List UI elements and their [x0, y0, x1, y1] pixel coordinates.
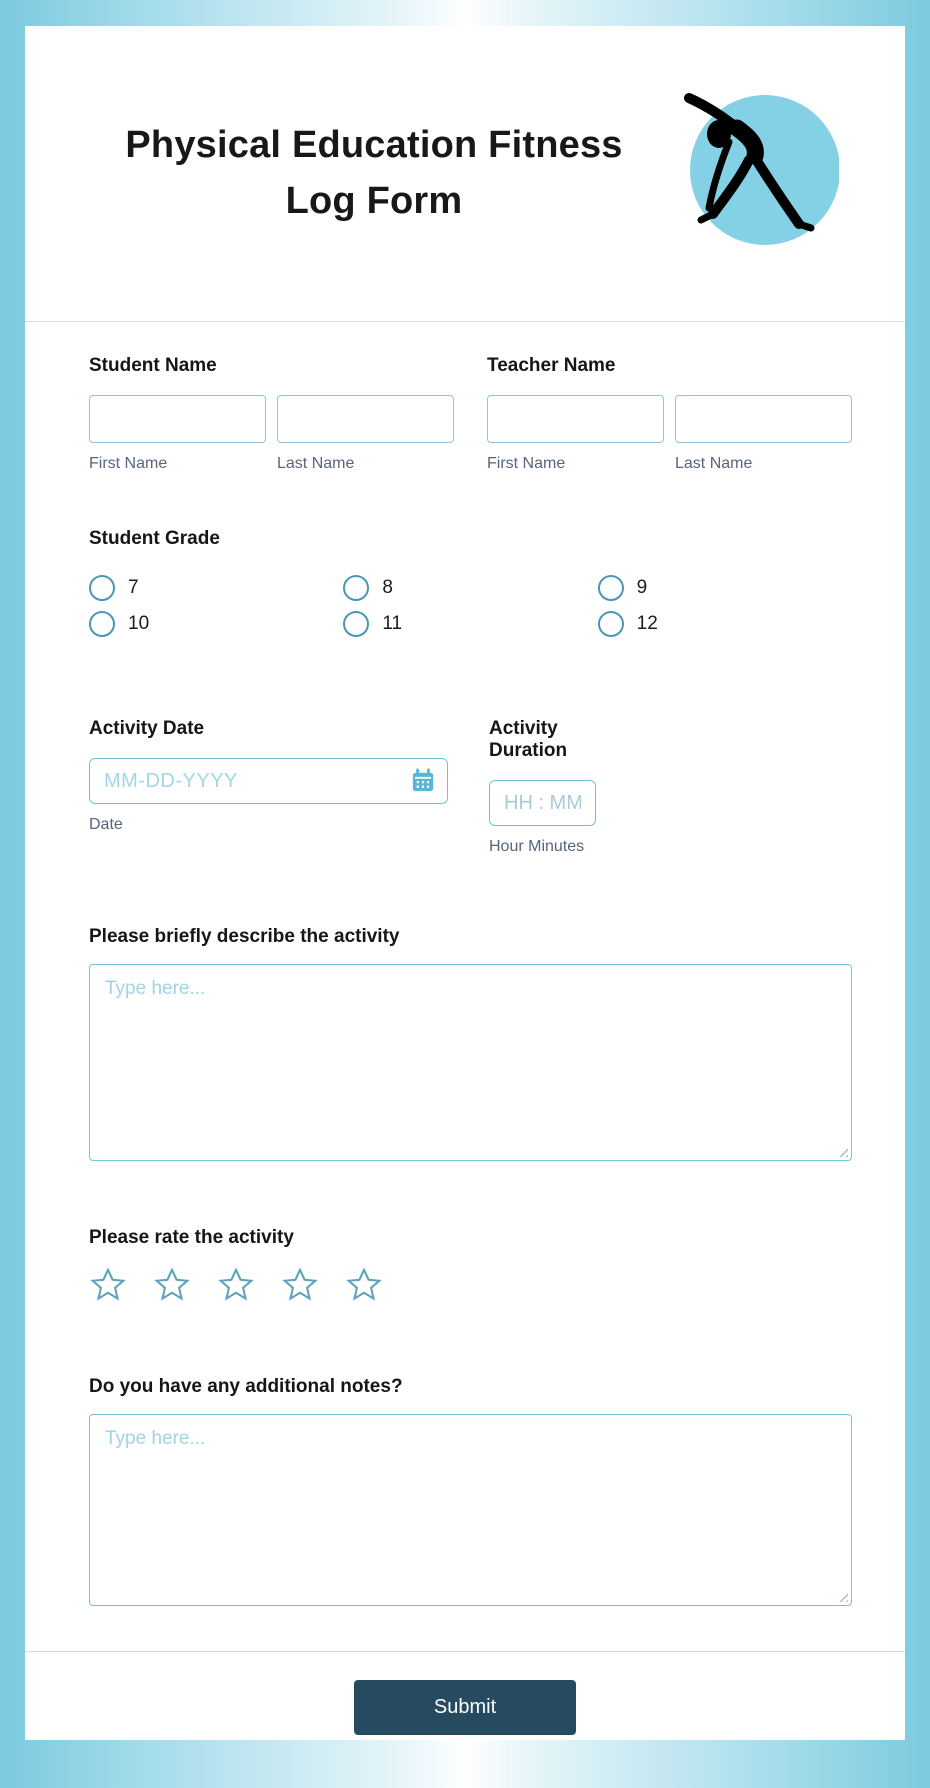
teacher-first-name-sublabel: First Name — [487, 455, 566, 472]
grade-option-label: 10 — [128, 613, 150, 634]
radio-icon[interactable] — [598, 611, 624, 637]
student-name-field — [89, 355, 454, 473]
submit-button[interactable]: Submit — [354, 1680, 576, 1735]
teacher-last-name-input[interactable] — [675, 395, 852, 443]
radio-icon[interactable] — [89, 611, 115, 637]
student-first-group — [89, 395, 266, 473]
star-rating — [89, 1267, 852, 1304]
activity-duration-sublabel: Hour Minutes — [489, 838, 585, 855]
activity-date-field — [89, 718, 448, 856]
form-title-line1: Physical Education Fitness — [125, 124, 623, 167]
student-first-name-input[interactable] — [89, 395, 266, 443]
activity-date-input[interactable] — [89, 758, 448, 804]
section-activity-description — [89, 926, 852, 1161]
activity-duration-input[interactable] — [489, 780, 596, 826]
star-icon[interactable] — [281, 1267, 319, 1304]
form-title — [81, 118, 667, 228]
activity-description-textarea[interactable] — [89, 964, 852, 1161]
star-icon[interactable] — [345, 1267, 383, 1304]
section-additional-notes — [89, 1376, 852, 1606]
grade-option-label: 7 — [128, 577, 139, 598]
teacher-name-field — [487, 355, 852, 473]
grade-option-7[interactable] — [89, 574, 343, 602]
grade-option-12[interactable] — [598, 610, 852, 638]
radio-icon[interactable] — [598, 575, 624, 601]
activity-date-label: Activity Date — [89, 718, 205, 739]
grade-option-label: 11 — [382, 613, 403, 634]
student-last-name-input[interactable] — [277, 395, 454, 443]
additional-notes-label: Do you have any additional notes? — [89, 1376, 403, 1397]
submit-row — [25, 1652, 905, 1735]
section-activity-rating — [89, 1227, 852, 1304]
radio-icon[interactable] — [343, 575, 369, 601]
teacher-last-group — [675, 395, 852, 473]
student-grade-options — [89, 574, 852, 638]
teacher-name-label: Teacher Name — [487, 355, 616, 376]
activity-date-sublabel: Date — [89, 816, 123, 833]
star-icon[interactable] — [89, 1267, 127, 1304]
section-student-grade — [89, 528, 852, 638]
form-card — [25, 26, 905, 1740]
grade-option-label: 8 — [382, 577, 393, 598]
student-name-label: Student Name — [89, 355, 217, 376]
grade-option-9[interactable] — [598, 574, 852, 602]
grade-option-10[interactable] — [89, 610, 343, 638]
student-last-group — [277, 395, 454, 473]
student-last-name-sublabel: Last Name — [277, 455, 355, 472]
student-grade-label: Student Grade — [89, 528, 220, 549]
form-body — [25, 322, 905, 1606]
activity-description-label: Please briefly describe the activity — [89, 926, 400, 947]
star-icon[interactable] — [217, 1267, 255, 1304]
stretching-person-icon — [667, 86, 839, 272]
grade-option-label: 12 — [636, 613, 658, 634]
activity-rating-label: Please rate the activity — [89, 1227, 294, 1248]
form-header — [25, 26, 905, 322]
activity-duration-label: Activity Duration — [489, 718, 568, 761]
star-icon[interactable] — [153, 1267, 191, 1304]
section-names — [89, 355, 852, 473]
grade-option-8[interactable] — [343, 574, 597, 602]
additional-notes-textarea[interactable] — [89, 1414, 852, 1606]
calendar-icon[interactable] — [410, 768, 436, 794]
section-datetime — [89, 718, 852, 856]
student-first-name-sublabel: First Name — [89, 455, 168, 472]
teacher-last-name-sublabel: Last Name — [675, 455, 753, 472]
radio-icon[interactable] — [89, 575, 115, 601]
form-title-line2: Log Form — [285, 179, 463, 222]
grade-option-label: 9 — [636, 577, 648, 598]
teacher-first-name-input[interactable] — [487, 395, 664, 443]
teacher-first-group — [487, 395, 664, 473]
activity-duration-field — [489, 718, 596, 856]
grade-option-11[interactable] — [343, 610, 597, 638]
radio-icon[interactable] — [343, 611, 369, 637]
form-logo — [667, 86, 839, 272]
